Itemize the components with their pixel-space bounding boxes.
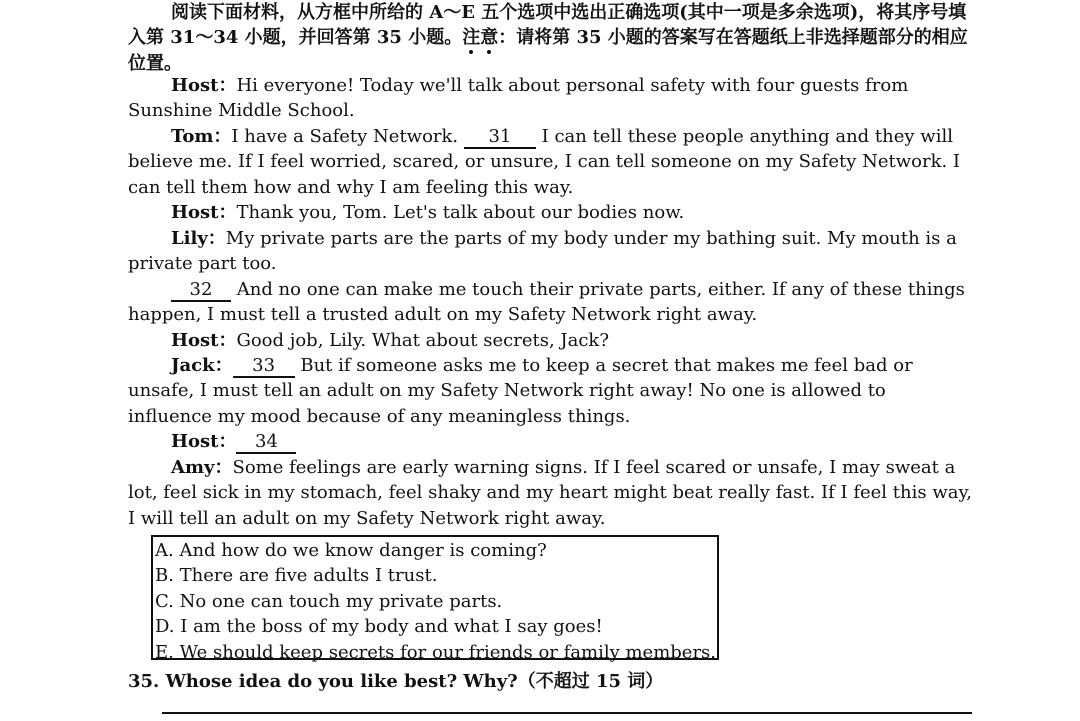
instructions-part2: ：请将第 35 小题的答案写在答题纸上非选择题部分的相应位置。 [128,27,968,74]
speaker-tom: Tom： [171,126,232,147]
question-35: 35. Whose idea do you like best? Why?（不超过 15 词） [128,671,664,692]
blank-31[interactable]: 31 [464,127,536,149]
lily-text: My private parts are the parts of my body under my bathing suit. My mouth is a private part too. [128,228,957,275]
jack-line [128,353,974,429]
host-text-1: Hi everyone! Today we'll talk about personal safety with four guests from Sunshine Middle School. [128,75,909,122]
blank-32[interactable]: 32 [171,280,231,302]
speaker-amy: Amy： [171,457,233,478]
host-line-1 [128,73,974,124]
host-line-2 [128,200,974,225]
lily-line [128,226,974,277]
answer-line[interactable] [162,712,972,714]
blank-34[interactable]: 34 [236,432,296,454]
blank-33[interactable]: 33 [233,356,295,378]
tom-text-after: I can tell these people anything and they will believe me. If I feel worried, scared, or unsure, I can tell someone on my Safety Network. I can tell them how and why I am feeling this way. [128,126,961,198]
instructions [128,0,974,76]
jack-text: But if someone asks me to keep a secret that makes me feel bad or unsafe, I must tell an adult on my Safety Network right away! No one is allowed to influence my mood because of any meaningless things. [128,355,913,427]
option-e: E. We should keep secrets for our friends or family members. [155,641,717,663]
host-text-3: Good job, Lily. What about secrets, Jack? [236,330,609,351]
speaker-jack: Jack： [171,355,233,376]
option-d: D. I am the boss of my body and what I say goes! [155,616,603,638]
amy-text: Some feelings are early warning signs. If I feel scared or unsafe, I may sweat a lot, feel sick in my stomach, feel shaky and my heart might beat really fast. If I feel this way, I will tell an adult on my Safety Network right away. [128,457,972,529]
host-line-3 [128,328,974,353]
host-text-2: Thank you, Tom. Let's talk about our bodies now. [236,202,685,223]
tom-text-before: I have a Safety Network. [231,126,464,147]
lily-line-2 [128,277,974,328]
option-b: B. There are five adults I trust. [155,565,438,587]
speaker-host: Host： [171,330,237,351]
lily-text-2: And no one can make me touch their private parts, either. If any of these things happen, I must tell a trusted adult on my Safety Network right away. [128,279,965,326]
speaker-host: Host： [171,202,237,223]
amy-line [128,455,974,531]
tom-line [128,124,974,200]
speaker-host: Host： [171,75,237,96]
host-line-4 [128,429,974,454]
speaker-host: Host： [171,431,237,452]
option-c: C. No one can touch my private parts. [155,590,503,612]
instructions-part1: 阅读下面材料，从方框中所给的 A～E 五个选项中选出正确选项(其中一项是多余选项)，将其序号填入第 31～34 小题，并回答第 35 小题。 [128,2,967,49]
speaker-lily: Lily： [171,228,226,249]
options-box [151,535,719,663]
emphasis-char-1: 注 [462,27,481,49]
option-a: A. And how do we know danger is coming? [155,540,547,561]
emphasis-char-2: 意 [480,27,499,49]
